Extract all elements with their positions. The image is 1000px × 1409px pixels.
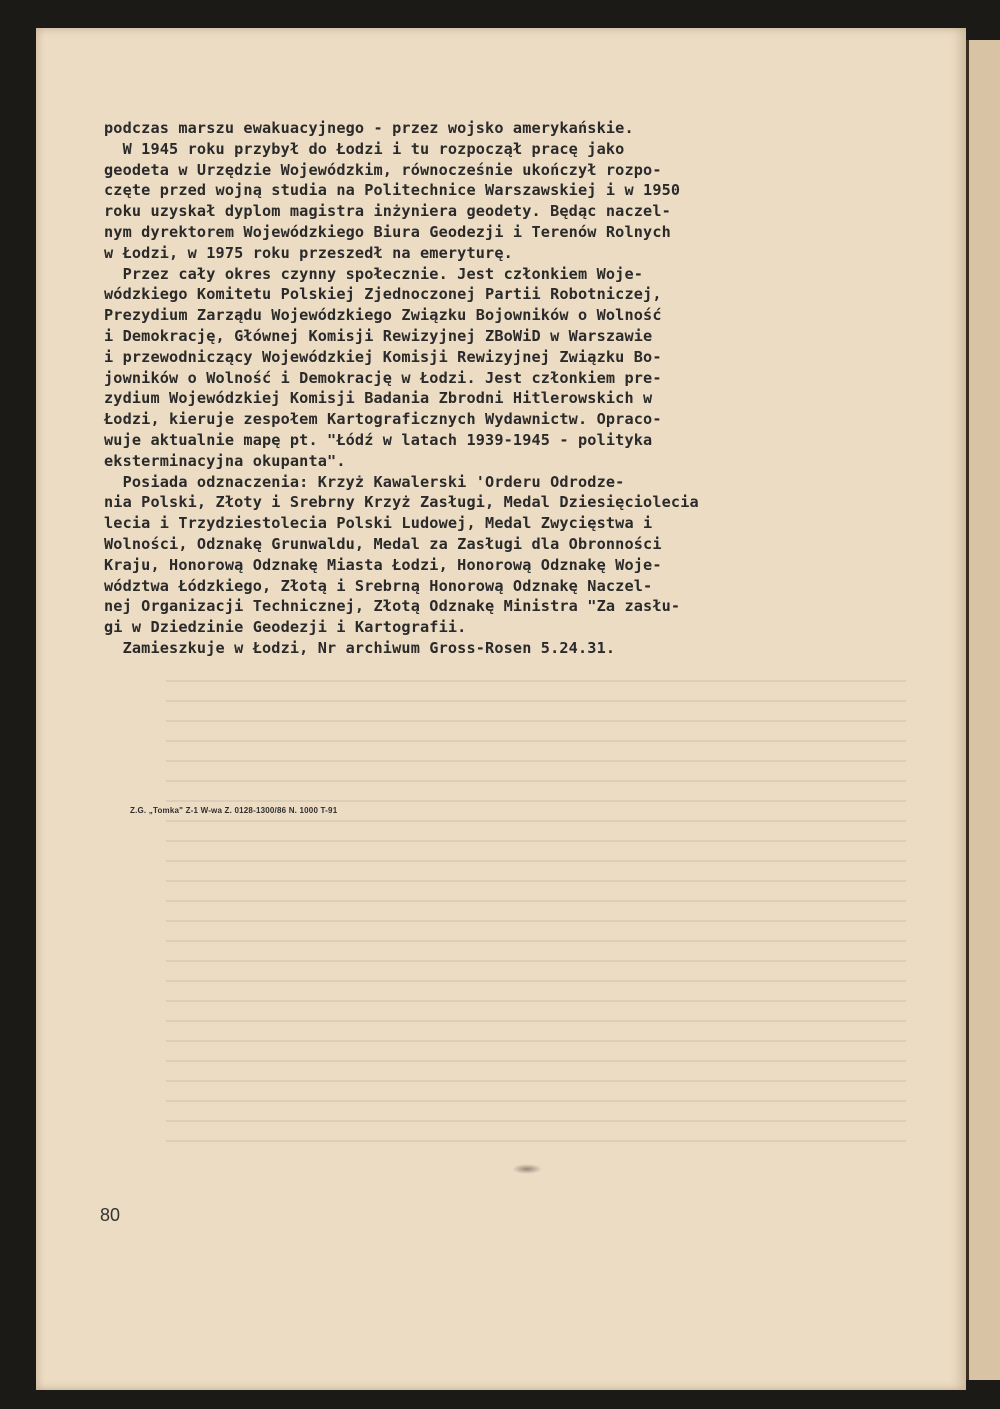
text-line: zydium Wojewódzkiej Komisji Badania Zbrodni Hitlerowskich w [104, 389, 653, 408]
text-line: Wolności, Odznakę Grunwaldu, Medal za Zasługi dla Obronności [104, 534, 662, 553]
text-line: Posiada odznaczenia: Krzyż Kawalerski 'Orderu Odrodze- [104, 472, 625, 491]
text-line: geodeta w Urzędzie Wojewódzkim, równocześnie ukończył rozpo- [104, 160, 662, 179]
reverse-side-show-through [166, 668, 906, 1158]
text-line: i przewodniczący Wojewódzkiej Komisji Rewizyjnej Związku Bo- [104, 347, 662, 366]
text-line: wódzkiego Komitetu Polskiej Zjednoczonej Partii Robotniczej, [104, 285, 662, 304]
text-line: nej Organizacji Technicznej, Złotą Odznakę Ministra "Za zasłu- [104, 597, 681, 616]
text-line: gi w Dziedzinie Geodezji i Kartografii. [104, 618, 467, 637]
ink-smudge [512, 1164, 542, 1174]
text-line: lecia i Trzydziestolecia Polski Ludowej, Medal Zwycięstwa i [104, 514, 653, 533]
text-line: W 1945 roku przybył do Łodzi i tu rozpoczął pracę jako [104, 139, 625, 158]
page-number: 80 [100, 1205, 121, 1225]
text-line: jowników o Wolność i Demokrację w Łodzi. Jest członkiem pre- [104, 368, 662, 387]
text-line: częte przed wojną studia na Politechnice Warszawskiej i w 1950 [104, 181, 681, 200]
text-line: eksterminacyjna okupanta". [104, 451, 346, 470]
text-line: Łodzi, kieruje zespołem Kartograficznych Wydawnictw. Opraco- [104, 410, 662, 429]
text-line: roku uzyskał dyplom magistra inżyniera geodety. Będąc naczel- [104, 202, 671, 221]
text-line: w Łodzi, w 1975 roku przeszedł na emeryturę. [104, 243, 513, 262]
text-line: i Demokrację, Głównej Komisji Rewizyjnej ZBoWiD w Warszawie [104, 326, 653, 345]
text-line: Zamieszkuje w Łodzi, Nr archiwum Gross-Rosen 5.24.31. [104, 638, 616, 657]
text-line: nia Polski, Złoty i Srebrny Krzyż Zasługi, Medal Dziesięciolecia [104, 493, 699, 512]
text-line: podczas marszu ewakuacyjnego - przez wojsko amerykańskie. [104, 119, 634, 137]
text-line: wuje aktualnie mapę pt. "Łódź w latach 1939-1945 - polityka [104, 430, 653, 449]
printer-imprint: Z.G. „Tomka" Z-1 W-wa Z. 0128-1300/86 N. 1000 T-91 [130, 806, 338, 815]
adjacent-page-edge [966, 40, 1000, 1380]
body-text [104, 118, 832, 659]
text-line: Kraju, Honorową Odznakę Miasta Łodzi, Honorową Odznakę Woje- [104, 555, 662, 574]
text-line: Przez cały okres czynny społecznie. Jest członkiem Woje- [104, 264, 644, 283]
text-line: Prezydium Zarządu Wojewódzkiego Związku Bojowników o Wolność [104, 306, 662, 325]
text-line: wództwa Łódzkiego, Złotą i Srebrną Honorową Odznakę Naczel- [104, 576, 653, 595]
text-line: nym dyrektorem Wojewódzkiego Biura Geodezji i Terenów Rolnych [104, 222, 671, 241]
